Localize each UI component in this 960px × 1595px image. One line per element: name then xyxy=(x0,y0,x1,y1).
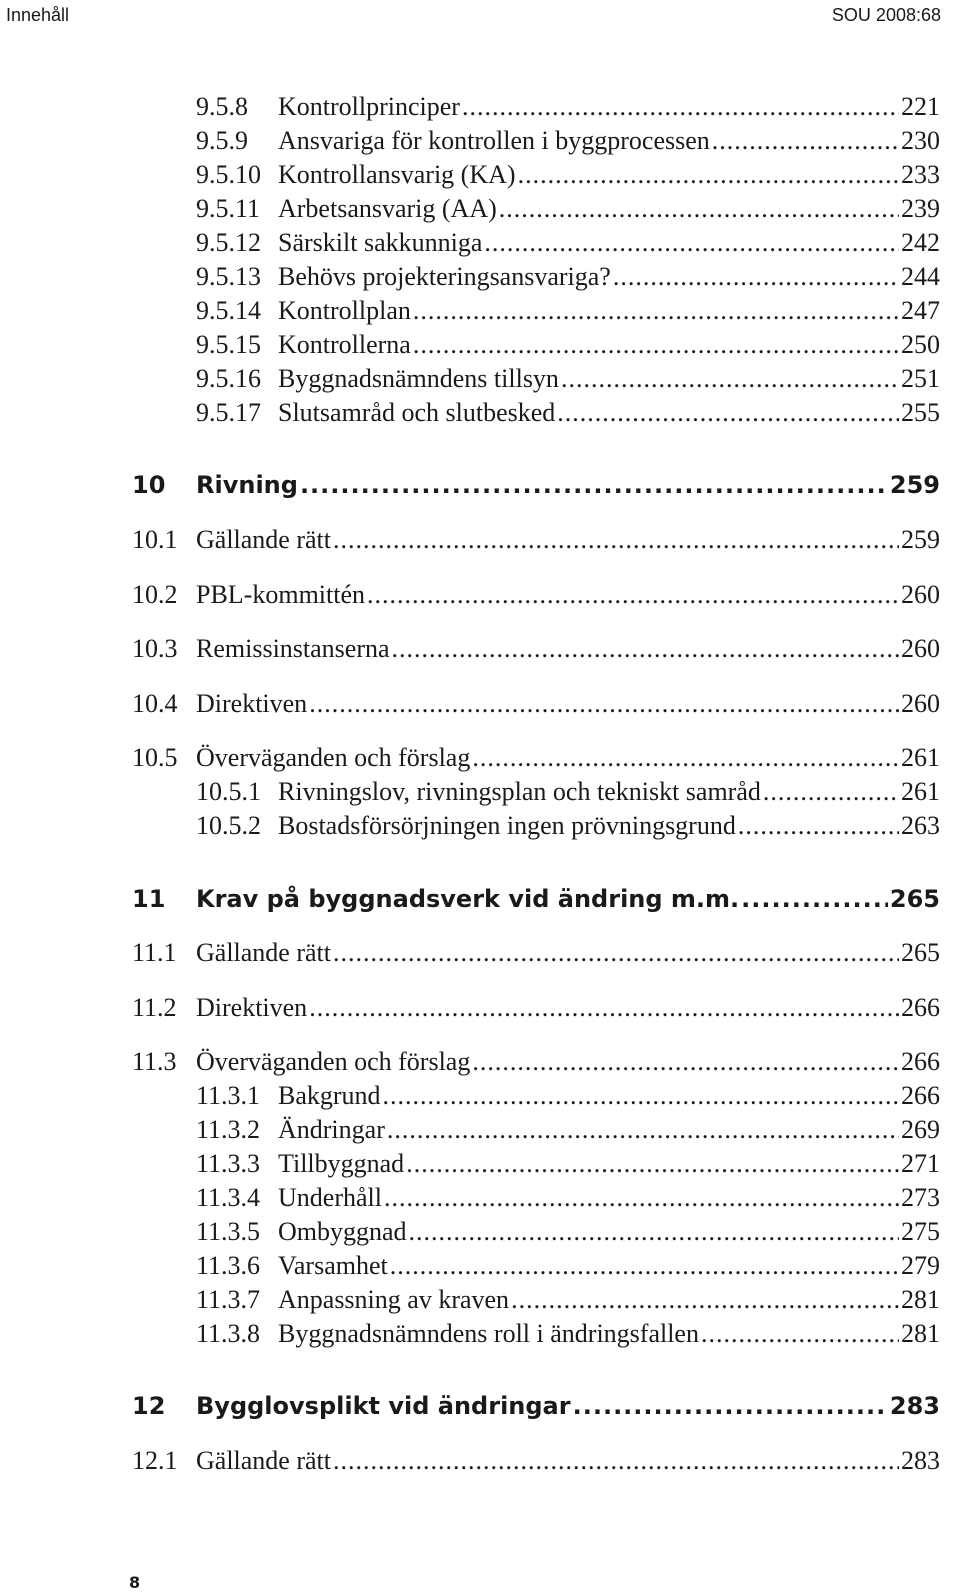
toc-entry[interactable] xyxy=(132,938,940,968)
toc-entry-title: Slutsamråd och slutbesked xyxy=(278,398,556,427)
toc-entry-page: 271 xyxy=(901,1149,940,1178)
toc-entry-number: 11.3.8 xyxy=(196,1319,261,1348)
toc-entry-number: 9.5.12 xyxy=(196,228,261,257)
toc-entry-title: Byggnadsnämndens tillsyn xyxy=(278,364,559,393)
toc-leader-dots xyxy=(392,634,899,664)
toc-leader-dots xyxy=(383,1081,899,1111)
toc-entry-title: Direktiven xyxy=(196,993,308,1022)
toc-entry-page: 230 xyxy=(901,126,940,155)
toc-leader-dots xyxy=(763,777,899,807)
toc-entry-number: 9.5.17 xyxy=(196,398,261,427)
toc-entry-title: Ansvariga för kontrollen i byggprocessen xyxy=(278,126,710,155)
page-header xyxy=(0,0,960,40)
toc-entry-number: 9.5.16 xyxy=(196,364,261,393)
toc-leader-dots xyxy=(309,689,899,719)
toc-entry-page: 266 xyxy=(901,993,940,1022)
toc-entry-title: Gällande rätt xyxy=(196,525,331,554)
toc-entry-page: 255 xyxy=(901,398,940,427)
toc-leader-dots xyxy=(309,993,899,1023)
toc-leader-dots xyxy=(472,743,899,773)
page-number: 8 xyxy=(129,1573,141,1592)
toc-entry[interactable] xyxy=(132,634,940,664)
toc-entry[interactable] xyxy=(196,1149,940,1179)
toc-entry-page: 242 xyxy=(901,228,940,257)
header-document-id: SOU 2008:68 xyxy=(831,5,941,25)
toc-leader-dots xyxy=(367,580,899,610)
toc-leader-dots xyxy=(462,92,899,122)
toc-entry-page: 260 xyxy=(901,634,940,663)
toc-entry-number: 9.5.15 xyxy=(196,330,261,359)
toc-entry-page: 266 xyxy=(901,1081,940,1110)
toc-entry-number: 9.5.14 xyxy=(196,296,261,325)
toc-leader-dots xyxy=(387,1115,899,1145)
toc-entry-number: 11.3 xyxy=(132,1047,177,1076)
toc-entry-page: 281 xyxy=(901,1319,940,1348)
toc-entry-title: Tillbyggnad xyxy=(278,1149,405,1178)
toc-entry-title: Byggnadsnämndens roll i ändringsfallen xyxy=(278,1319,699,1348)
toc-entry-page: 260 xyxy=(901,689,940,718)
toc-entry-page: 251 xyxy=(901,364,940,393)
toc-entry-title: Bygglovsplikt vid ändringar xyxy=(196,1392,571,1420)
toc-entry[interactable] xyxy=(196,1183,940,1213)
toc-entry-title: Ombyggnad xyxy=(278,1217,407,1246)
toc-entry[interactable] xyxy=(196,330,940,360)
toc-entry-title: Särskilt sakkunniga xyxy=(278,228,483,257)
toc-entry-number: 10.4 xyxy=(132,689,178,718)
toc-entry-title: Behövs projekteringsansvariga? xyxy=(278,262,611,291)
toc-entry[interactable] xyxy=(132,689,940,719)
toc-entry-title: Bakgrund xyxy=(278,1081,381,1110)
toc-leader-dots xyxy=(409,1217,899,1247)
toc-entry[interactable] xyxy=(196,262,940,292)
toc-entry-page: 263 xyxy=(901,811,940,840)
toc-entry-page: 244 xyxy=(901,262,940,291)
toc-entry-page: 261 xyxy=(901,777,940,806)
toc-leader-dots xyxy=(300,470,888,500)
toc-entry-page: 275 xyxy=(901,1217,940,1246)
toc-entry-title: Överväganden och förslag xyxy=(196,1047,471,1076)
toc-entry-title: Kontrollansvarig (KA) xyxy=(278,160,516,189)
toc-entry[interactable] xyxy=(196,364,940,394)
toc-entry-page: 221 xyxy=(901,92,940,121)
toc-entry-number: 10.1 xyxy=(132,525,178,554)
toc-entry-title: Direktiven xyxy=(196,689,308,718)
toc-entry-number: 9.5.13 xyxy=(196,262,261,291)
toc-entry-title: Kontrollprinciper xyxy=(278,92,460,121)
toc-entry-page: 259 xyxy=(901,525,940,554)
toc-leader-dots xyxy=(333,938,899,968)
toc-leader-dots xyxy=(573,1391,888,1421)
toc-leader-dots xyxy=(518,160,899,190)
toc-entry-number: 9.5.10 xyxy=(196,160,261,189)
toc-entry-page: 273 xyxy=(901,1183,940,1212)
toc-leader-dots xyxy=(413,296,899,326)
toc-entry[interactable] xyxy=(132,993,940,1023)
toc-entry-title: Kontrollplan xyxy=(278,296,411,325)
toc-entry-number: 11.3.4 xyxy=(196,1183,261,1212)
toc-entry[interactable] xyxy=(196,811,940,841)
toc-entry-number: 11.3.1 xyxy=(196,1081,261,1110)
toc-entry-number: 10.5 xyxy=(132,743,178,772)
toc-entry-page: 281 xyxy=(901,1285,940,1314)
toc-entry[interactable] xyxy=(196,92,940,122)
toc-entry-page: 283 xyxy=(901,1446,940,1475)
toc-leader-dots xyxy=(701,1319,899,1349)
toc-entry-number: 10 xyxy=(132,471,166,499)
toc-entry-number: 11.3.5 xyxy=(196,1217,261,1246)
toc-entry-number: 10.5.1 xyxy=(196,777,261,806)
toc-entry-number: 9.5.8 xyxy=(196,92,248,121)
toc-leader-dots xyxy=(333,525,899,555)
toc-entry-number: 10.5.2 xyxy=(196,811,261,840)
toc-leader-dots xyxy=(741,884,888,914)
toc-chapter-entry[interactable] xyxy=(132,884,940,914)
toc-entry-title: Bostadsförsörjningen ingen prövningsgrund xyxy=(278,811,736,840)
toc-entry-title: Rivningslov, rivningsplan och tekniskt samråd xyxy=(278,777,761,806)
toc-entry[interactable] xyxy=(132,1446,940,1476)
toc-entry-page: 265 xyxy=(901,938,940,967)
toc-leader-dots xyxy=(472,1047,899,1077)
toc-entry-title: Ändringar xyxy=(278,1115,385,1144)
toc-leader-dots xyxy=(738,811,899,841)
toc-entry-number: 11.3.3 xyxy=(196,1149,261,1178)
toc-entry-page: 265 xyxy=(889,885,940,913)
toc-entry-title: Kontrollerna xyxy=(278,330,411,359)
toc-entry-number: 10.3 xyxy=(132,634,178,663)
toc-entry-page: 261 xyxy=(901,743,940,772)
toc-leader-dots xyxy=(557,398,899,428)
toc-entry-title: Överväganden och förslag xyxy=(196,743,471,772)
toc-entry-title: Krav på byggnadsverk vid ändring m.m. xyxy=(196,885,740,913)
toc-entry[interactable] xyxy=(196,398,940,428)
toc-entry-number: 9.5.11 xyxy=(196,194,261,223)
toc-entry-number: 12 xyxy=(132,1392,166,1420)
toc-entry[interactable] xyxy=(132,1047,940,1077)
toc-leader-dots xyxy=(613,262,899,292)
toc-entry-title: Remissinstanserna xyxy=(196,634,390,663)
toc-entry-title: Gällande rätt xyxy=(196,938,331,967)
toc-entry[interactable] xyxy=(196,160,940,190)
toc-leader-dots xyxy=(384,1183,899,1213)
toc-entry[interactable] xyxy=(196,228,940,258)
toc-leader-dots xyxy=(484,228,899,258)
toc-leader-dots xyxy=(333,1446,899,1476)
toc-entry-number: 9.5.9 xyxy=(196,126,248,155)
toc-leader-dots xyxy=(390,1251,899,1281)
toc-entry-page: 247 xyxy=(901,296,940,325)
toc-leader-dots xyxy=(511,1285,899,1315)
toc-entry[interactable] xyxy=(196,1081,940,1111)
toc-entry-title: Gällande rätt xyxy=(196,1446,331,1475)
toc-entry-page: 283 xyxy=(889,1392,940,1420)
toc-entry-title: Rivning xyxy=(196,471,298,499)
toc-entry-page: 233 xyxy=(901,160,940,189)
toc-entry[interactable] xyxy=(196,1251,940,1281)
toc-entry-page: 250 xyxy=(901,330,940,359)
toc-entry-number: 10.2 xyxy=(132,580,178,609)
toc-entry-title: Varsamhet xyxy=(278,1251,388,1280)
toc-entry[interactable] xyxy=(196,126,940,156)
toc-entry-page: 239 xyxy=(901,194,940,223)
header-section-label: Innehåll xyxy=(6,5,70,25)
toc-leader-dots xyxy=(712,126,899,156)
toc-entry-page: 269 xyxy=(901,1115,940,1144)
toc-entry-number: 11 xyxy=(132,885,166,913)
toc-entry-number: 12.1 xyxy=(132,1446,178,1475)
toc-entry-page: 259 xyxy=(889,471,940,499)
toc-entry[interactable] xyxy=(196,1217,940,1247)
toc-entry-number: 11.2 xyxy=(132,993,177,1022)
toc-entry[interactable] xyxy=(196,194,940,224)
toc-entry[interactable] xyxy=(132,580,940,610)
toc-entry-page: 279 xyxy=(901,1251,940,1280)
toc-entry-title: Arbetsansvarig (AA) xyxy=(278,194,497,223)
toc-entry-title: PBL-kommittén xyxy=(196,580,365,609)
toc-leader-dots xyxy=(499,194,899,224)
toc-entry-title: Underhåll xyxy=(278,1183,382,1212)
toc-entry-number: 11.1 xyxy=(132,938,177,967)
toc-entry-number: 11.3.6 xyxy=(196,1251,261,1280)
toc-entry[interactable] xyxy=(196,296,940,326)
toc-chapter-entry[interactable] xyxy=(132,1391,940,1421)
toc-entry-number: 11.3.7 xyxy=(196,1285,261,1314)
toc-entry-page: 260 xyxy=(901,580,940,609)
toc-leader-dots xyxy=(561,364,899,394)
toc-entry[interactable] xyxy=(196,1115,940,1145)
toc-entry[interactable] xyxy=(196,1319,940,1349)
toc-entry[interactable] xyxy=(196,1285,940,1315)
toc-chapter-entry[interactable] xyxy=(132,470,940,500)
toc-entry[interactable] xyxy=(132,743,940,773)
toc-entry-title: Anpassning av kraven xyxy=(278,1285,510,1314)
toc-leader-dots xyxy=(406,1149,899,1179)
toc-leader-dots xyxy=(413,330,899,360)
toc-entry-page: 266 xyxy=(901,1047,940,1076)
toc-entry[interactable] xyxy=(132,525,940,555)
toc-entry-number: 11.3.2 xyxy=(196,1115,261,1144)
toc-entry[interactable] xyxy=(196,777,940,807)
